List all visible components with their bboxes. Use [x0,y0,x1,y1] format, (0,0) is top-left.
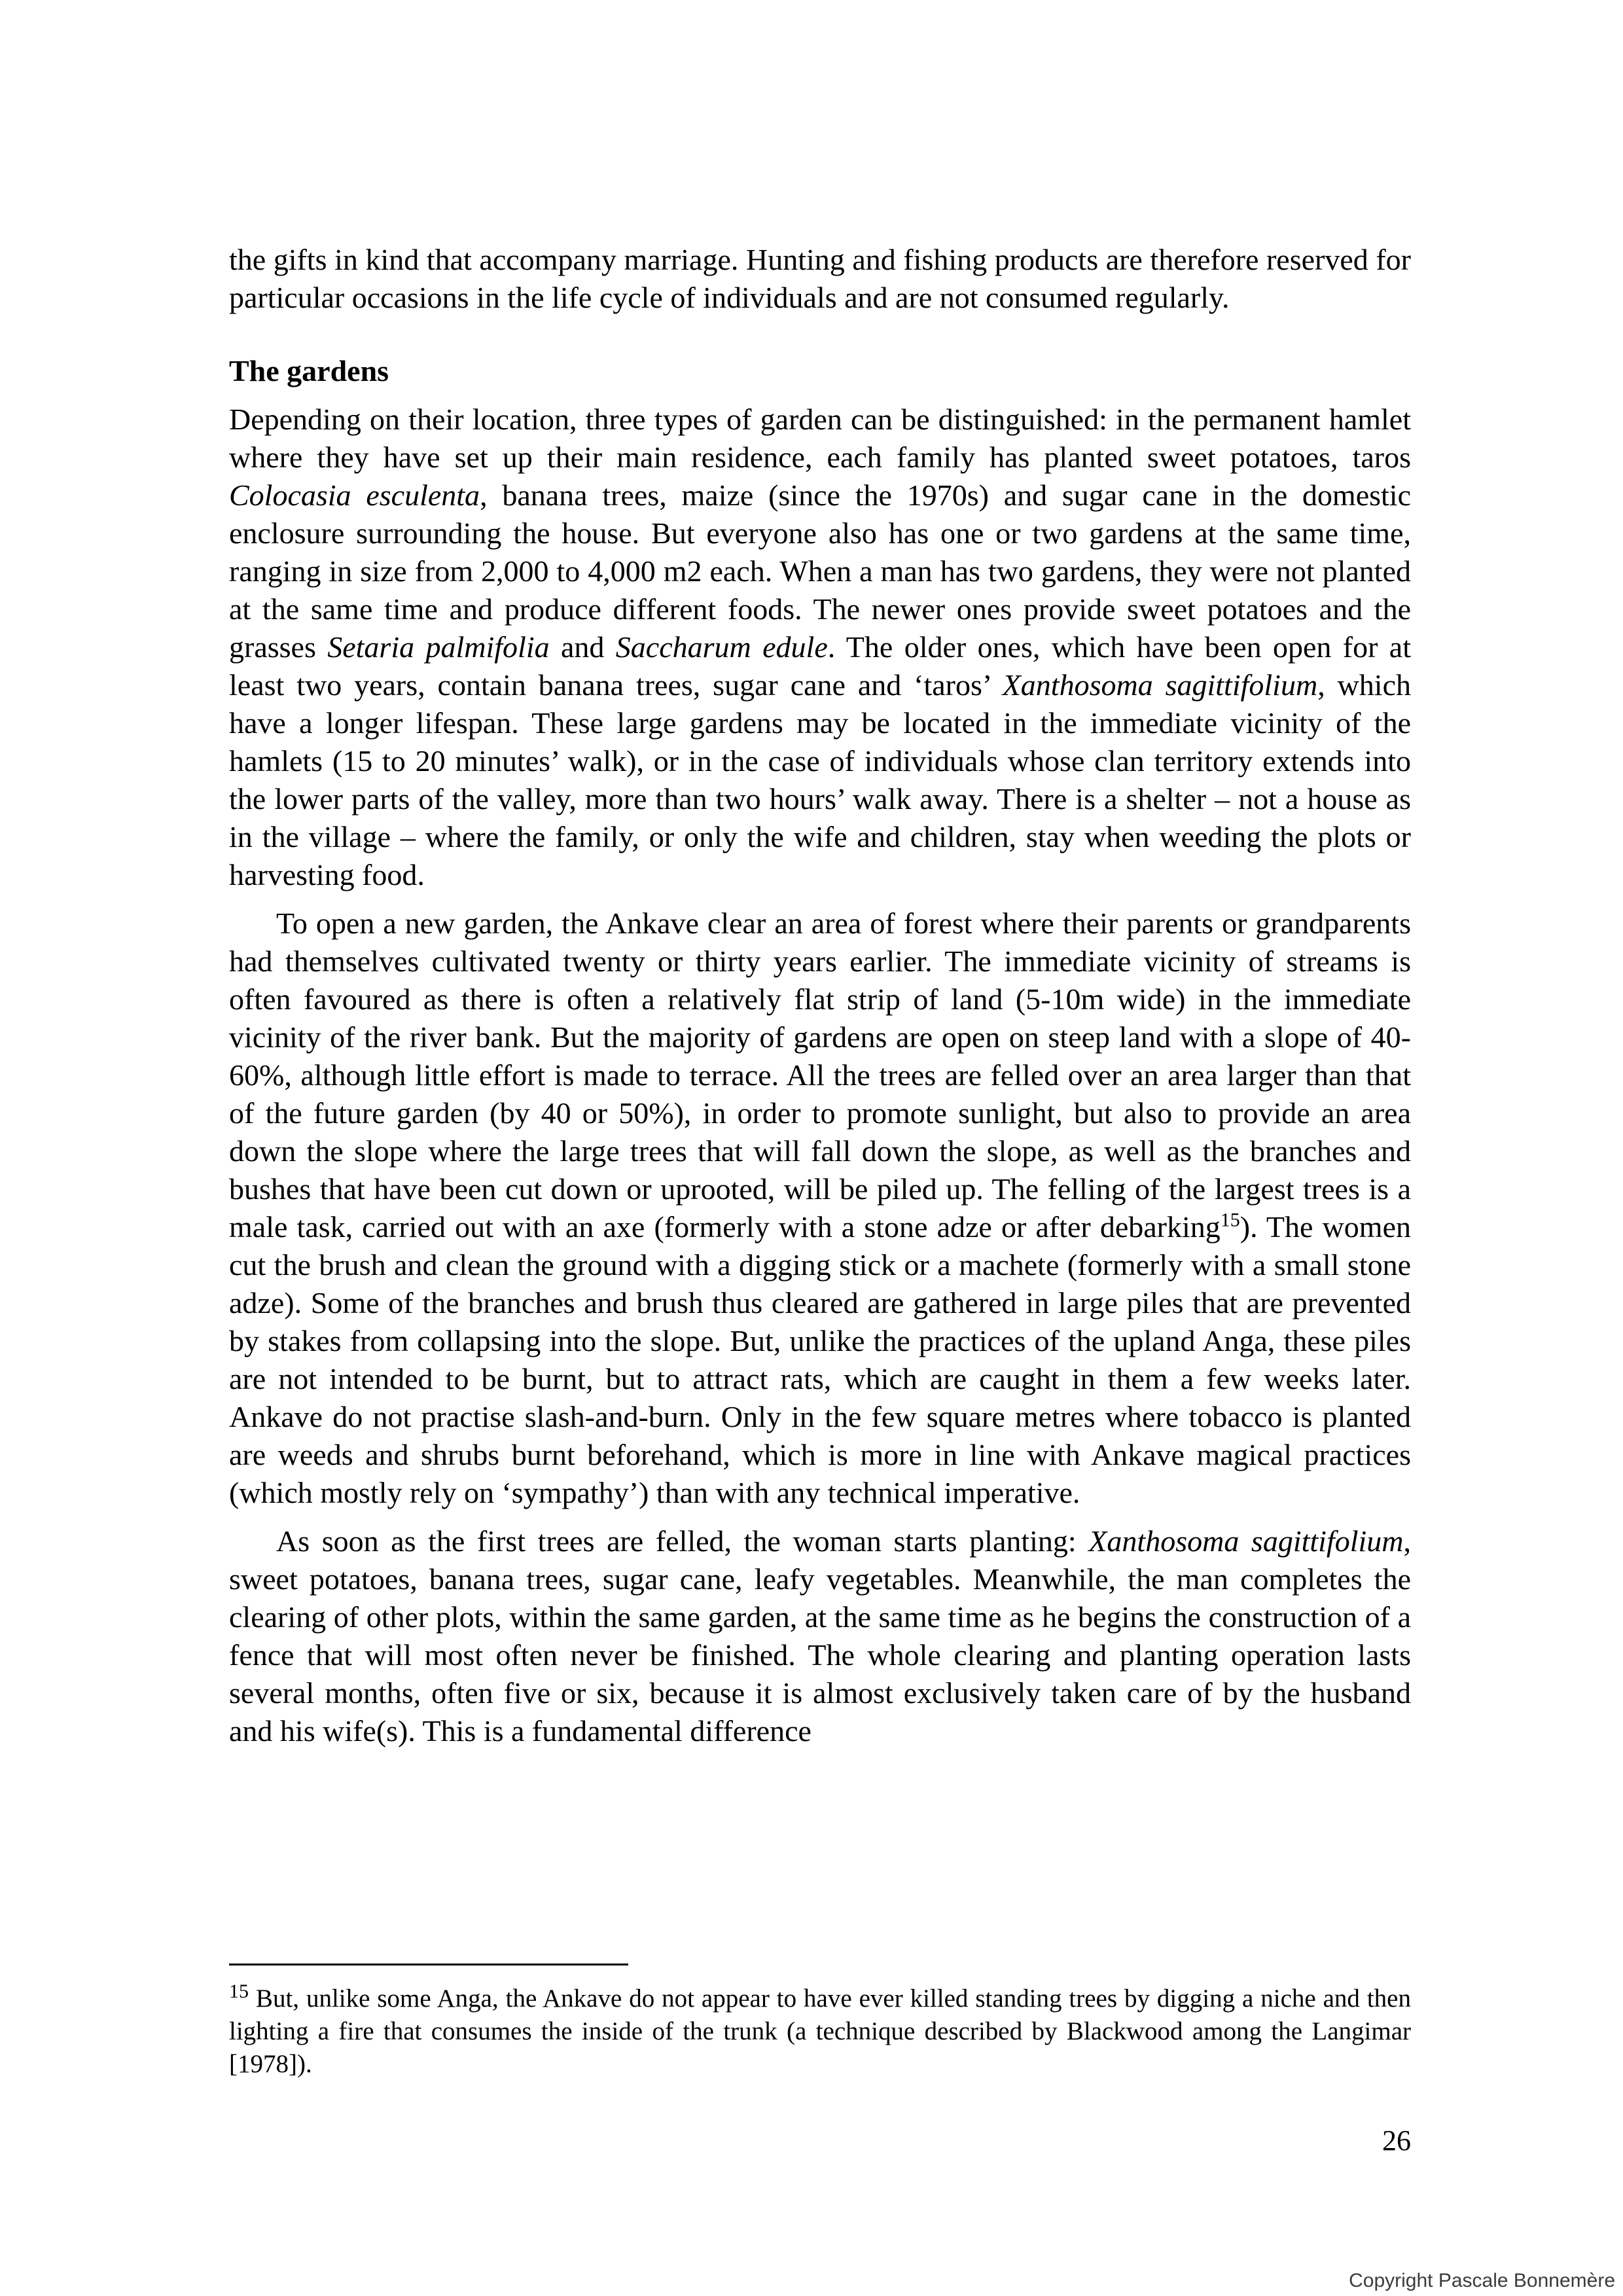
main-text-block [229,241,1411,1750]
footnote-block [229,1964,1411,2081]
footnote-15: $^{15}$ But, unlike some Anga, the Ankave do not appear to have ever killed standing trees by digging a niche and then lighting a fire that consumes the inside of the trunk (a technique described by Blackwood among the Langimar [1978]). [229,1981,1411,2078]
footnote-separator-rule [229,1964,628,1965]
paragraph-garden-types: Depending on their location, three types of garden can be distinguished: in the permanent hamlet where they have set up their main residence, each family has planted sweet potatoes, taros Colocasia esculenta, banana trees, maize (since the 1970s) and sugar cane in the domestic enclosure surrounding the house. But everyone also has one or two gardens at the same time, ranging in size from 2,000 to 4,000 m2 each. When a man has two gardens, they were not planted at the same time and produce different foods. The newer ones provide sweet potatoes and the grasses Setaria palmifolia and Saccharum edule. The older ones, which have been open for at least two years, contain banana trees, sugar cane and ‘taros’ Xanthosoma sagittifolium, which have a longer lifespan. These large gardens may be located in the immediate vicinity of the hamlets (15 to 20 minutes’ walk), or in the case of individuals whose clan territory extends into the lower parts of the valley, more than two hours’ walk away. There is a shelter – not a house as in the village – where the family, or only the wife and children, stay when weeding the plots or harvesting food. [229,403,1411,891]
copyright-notice: Copyright Pascale Bonnemère [1349,2270,1615,2291]
page-number: 26 [1382,2125,1411,2157]
paragraph-opening-garden: To open a new garden, the Ankave clear an area of forest where their parents or grandparents had themselves cultivated twenty or thirty years earlier. The immediate vicinity of streams is often favoured as there is often a relatively flat strip of land (5-10m wide) in the immediate vicinity of the river bank. But the majority of gardens are open on steep land with a slope of 40-60%, although little effort is made to terrace. All the trees are felled over an area larger than that of the future garden (by 40 or 50%), in order to promote sunlight, but also to provide an area down the slope where the large trees that will fall down the slope, as well as the branches and bushes that have been cut down or uprooted, will be piled up. The felling of the largest trees is a male task, carried out with an axe (formerly with a stone adze or after debarking$^{15}$). The women cut the brush and clean the ground with a digging stick or a machete (formerly with a small stone adze). Some of the branches and brush thus cleared are gathered in large piles that are prevented by stakes from collapsing into the slope. But, unlike the practices of the upland Anga, these piles are not intended to be burnt, but to attract rats, which are caught in them a few weeks later. Ankave do not practise slash-and-burn. Only in the few square metres where tobacco is planted are weeds and shrubs burnt beforehand, which is more in line with Ankave magical practices (which mostly rely on ‘sympathy’) than with any technical imperative. [229,906,1412,1509]
section-heading: The gardens [229,354,389,387]
lead-paragraph: the gifts in kind that accompany marriage. Hunting and fishing products are therefore reserved for particular occasions in the life cycle of individuals and are not consumed regularly. [229,243,1411,314]
paragraph-planting: As soon as the first trees are felled, the woman starts planting: Xanthosoma sagittifolium, sweet potatoes, banana trees, sugar cane, leafy vegetables. Meanwhile, the man completes the clearing of other plots, within the same garden, at the same time as he begins the construction of a fence that will most often never be finished. The whole clearing and planting operation lasts several months, often five or six, because it is almost exclusively taken care of by the husband and his wife(s). This is a fundamental difference [229,1524,1411,1748]
